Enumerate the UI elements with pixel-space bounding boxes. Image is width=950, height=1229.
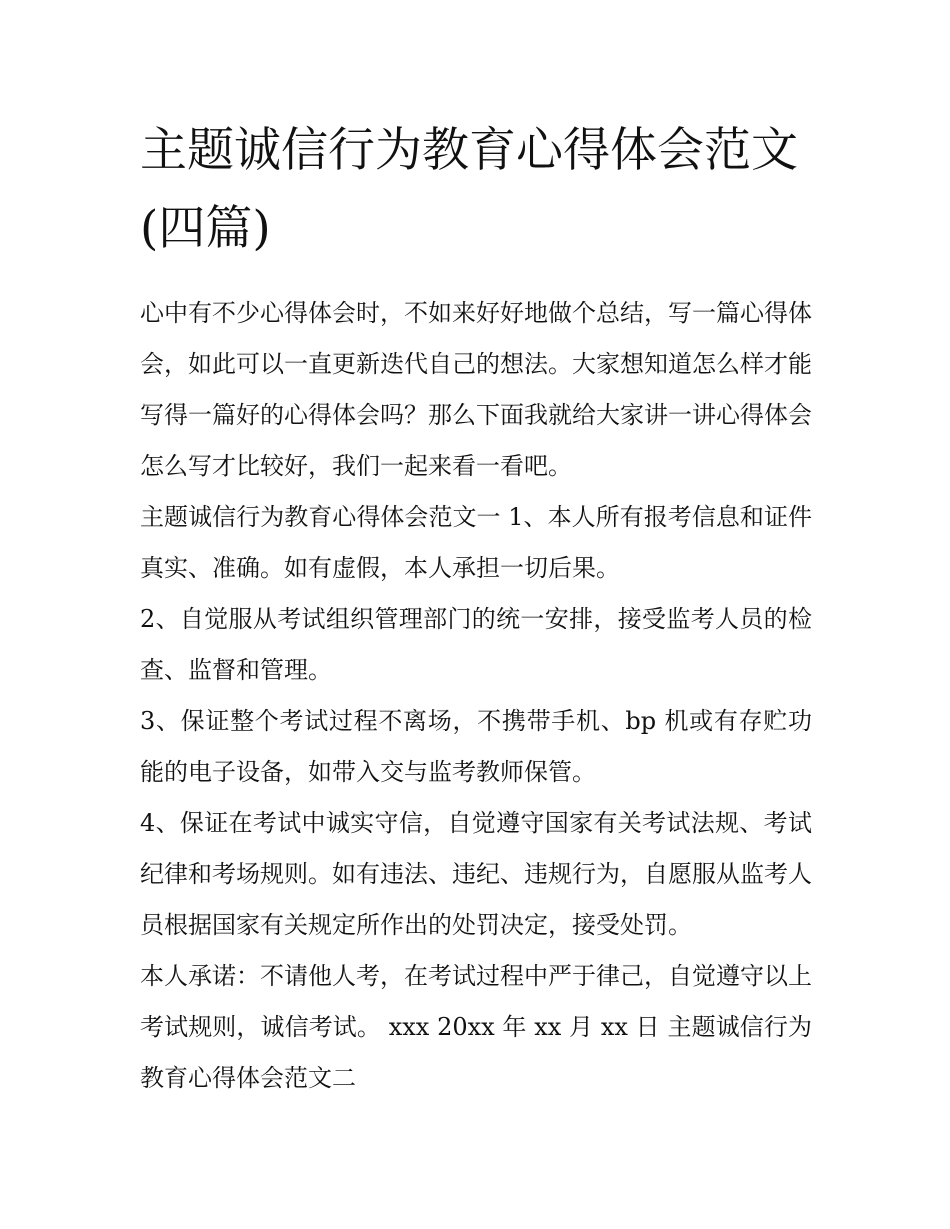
document-title: 主题诚信行为教育心得体会范文(四篇) [140, 123, 798, 256]
paragraph-item-3: 3、保证整个考试过程不离场，不携带手机、bp 机或有存贮功能的电子设备，如带入交与监考教师保管。 [140, 707, 812, 786]
paragraph-pledge: 本人承诺：不请他人考，在考试过程中严于律己，自觉遵守以上考试规则，诚信考试。 xxx 20xx 年 xx 月 xx 日 主题诚信行为教育心得体会范文二 [140, 962, 812, 1092]
paragraph-item-4: 4、保证在考试中诚实守信，自觉遵守国家有关考试法规、考试纪律和考场规则。如有违法、违纪、违规行为，自愿服从监考人员根据国家有关规定所作出的处罚决定，接受处罚。 [140, 809, 812, 939]
document-page [140, 112, 812, 1104]
paragraph-item-2: 2、自觉服从考试组织管理部门的统一安排，接受监考人员的检查、监督和管理。 [140, 605, 812, 684]
paragraph-intro: 心中有不少心得体会时，不如来好好地做个总结，写一篇心得体会，如此可以一直更新迭代自己的想法。大家想知道怎么样才能写得一篇好的心得体会吗？那么下面我就给大家讲一讲心得体会怎么写才比较好，我们一起来看一看吧。 [140, 299, 812, 480]
paragraph-item-1: 主题诚信行为教育心得体会范文一 1、本人所有报考信息和证件真实、准确。如有虚假，本人承担一切后果。 [140, 503, 812, 582]
